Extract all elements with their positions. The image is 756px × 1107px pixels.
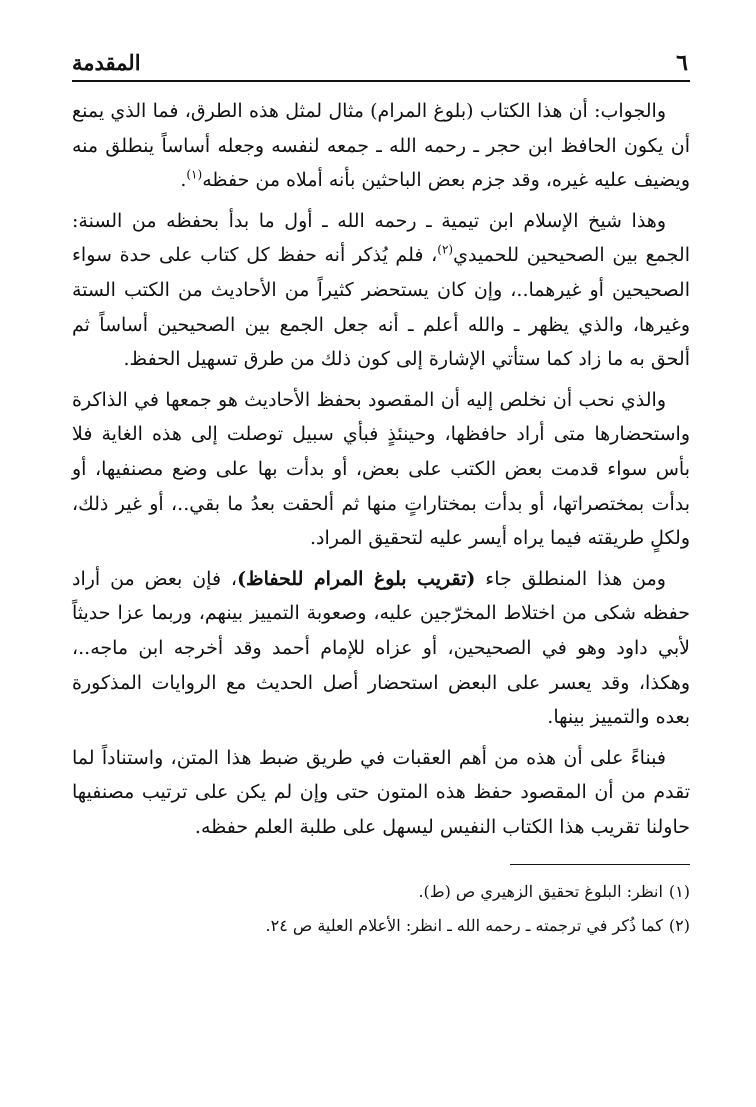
footnote-ref-1: (١) [186,167,203,182]
paragraph-1-text: والجواب: أن هذا الكتاب (بلوغ المرام) مثال لمثل هذه الطرق، فما الذي يمنع أن يكون الحافظ ابن حجر ـ رحمه الله ـ جمعه لنفسه وجعله أساساً ينطلق منه ويضيف عليه غيره، وقد جزم بعض الباحثين بأنه أملاه من حفظه [72,100,690,192]
paragraph-2 [72,204,690,377]
footnote-2-number: (٢) [668,916,690,936]
footnote-2-text: كما ذُكر في ترجمته ـ رحمه الله ـ انظر: الأعلام العلية ص ٢٤. [265,916,663,936]
footnote-1-text: انظر: البلوغ تحقيق الزهيري ص (ط). [418,882,663,902]
book-page [72,40,690,943]
page-header [72,40,690,82]
footnote-divider [510,864,690,865]
paragraph-2-text-a: وهذا شيخ الإسلام ابن تيمية ـ رحمه الله ـ أول ما بدأ بحفظه من السنة: الجمع بين الصحيحين للحميدي [72,209,690,267]
paragraph-2-text-b: ، فلم يُذكر أنه حفظ كل كتاب على حدة سواء الصحيحين أو غيرهما..، وإن كان يستحضر كثيراً من الأحاديث من الكتب الستة وغيرها، والذي يظهر ـ والله أعلم ـ أنه جعل الجمع بين الصحيحين أساساً ثم ألحق به ما زاد كما ستأتي الإشارة إلى كون ذلك من طرق تسهيل الحفظ. [72,244,690,371]
paragraph-4 [72,562,690,735]
page-number: ٦ [676,50,688,76]
running-title: المقدمة [72,50,141,75]
footnote-ref-2: (٢) [437,243,454,258]
body-text [72,94,690,844]
paragraph-1 [72,94,690,198]
paragraph-4-text-b: ، فإن بعض من أراد حفظه شكى من اختلاط المخرّجين عليه، وصعوبة التمييز بينهم، وربما عزا حديثاً لأبي داود وهو في الصحيحين، أو عزاه للإمام أحمد وقد أخرجه ابن ماجه..، وهكذا، وقد يعسر على البعض استحضار أصل الحديث مع الروايات المذكورة بعده والتمييز بينها. [72,567,690,729]
footnote-1 [72,875,690,909]
book-title-bold: (تقريب بلوغ المرام للحفاظ) [237,567,476,590]
paragraph-3: والذي نحب أن نخلص إليه أن المقصود بحفظ الأحاديث هو جمعها في الذاكرة واستحضارها متى أراد حافظها، وحينئذٍ فبأي سبيل توصلت إلى هذه الغاية فلا بأس سواء قدمت بعض الكتب على بعض، أو بدأت بها على وضع مصنفيها، أو بدأت بمختصراتها، أو بدأت بمختاراتٍ منها ثم ألحقت بعدُ ما بقي..، أو غير ذلك، ولكلٍ طريقته فيما يراه أيسر عليه لتحقيق المراد. [72,388,690,550]
paragraph-5: فبناءً على أن هذه من أهم العقبات في طريق ضبط هذا المتن، واستناداً لما تقدم من أن المقصود حفظ هذه المتون حتى وإن لم يكن على ترتيب مصنفيها حاولنا تقريب هذا الكتاب النفيس ليسهل على طلبة العلم حفظه. [72,746,690,838]
paragraph-4-text-a: ومن هذا المنطلق جاء [475,567,666,590]
footnote-1-number: (١) [668,882,690,902]
footnotes [72,875,690,943]
footnote-2 [72,909,690,943]
paragraph-1-end: . [180,169,187,192]
